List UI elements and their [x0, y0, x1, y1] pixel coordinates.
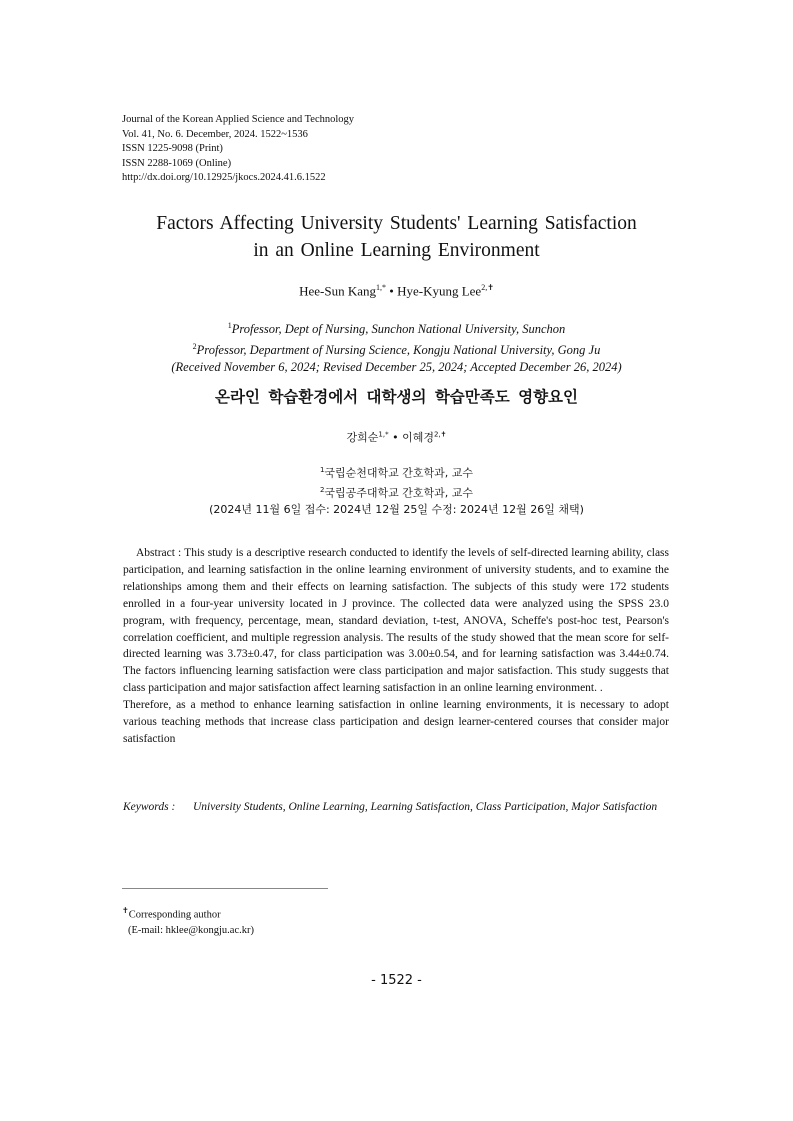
keywords-label: Keywords :	[123, 801, 176, 813]
journal-name: Journal of the Korean Applied Science and Technology	[122, 114, 355, 125]
affiliation-1: $^1$Professor, Dept of Nursing, Sunchon National University, Sunchon	[227, 321, 566, 337]
abstract-label: Abstract :	[136, 547, 182, 559]
corresponding-author: Corresponding author	[128, 909, 221, 921]
issn-print: ISSN 1225-9098 (Print)	[122, 143, 223, 154]
author-1: Hee-Sun Kang	[299, 283, 377, 299]
korean-author-1: 강희순	[346, 431, 379, 444]
affiliations	[0, 317, 793, 376]
author-separator: •	[386, 283, 398, 299]
korean-author-2: 이혜경	[402, 431, 434, 444]
title-line-2: in an Online Learning Environment	[253, 240, 540, 261]
korean-title: 온라인 학습환경에서 대학생의 학습만족도 영향요인	[215, 388, 578, 406]
footnote-divider	[122, 888, 328, 889]
korean-affiliation-2: $^2$국립공주대학교 간호학과, 교수	[319, 485, 474, 500]
keywords-text: University Students, Online Learning, Learning Satisfaction, Class Participation, Major Satisfaction	[193, 801, 658, 813]
korean-affiliation-1: $^1$국립순천대학교 간호학과, 교수	[319, 466, 474, 480]
journal-header	[122, 113, 354, 186]
keywords	[123, 799, 669, 816]
author-email: (E-mail: hklee@kongju.ac.kr)	[128, 924, 254, 936]
korean-affiliations	[0, 462, 793, 518]
author-2: Hye-Kyung Lee	[397, 283, 482, 299]
issn-online: ISSN 2288-1069 (Online)	[122, 157, 232, 169]
author-2-sup: 2,✝	[481, 283, 494, 292]
korean-author-list: 강희순$^{1,*}$ • 이혜경$^{2,✝}$	[346, 430, 447, 444]
abstract-paragraph-2: Therefore, as a method to enhance learning satisfaction in online learning environments, it is necessary to adopt various teaching methods that increase class participation and design learner-centered courses that consider major satisfaction	[123, 699, 669, 745]
abstract-paragraph-1: Abstract : This study is a descriptive research conducted to identify the levels of self-directed learning ability, class participation, and learning satisfaction in the online learning environment of university students, and to examine the relationships among them and their effects on learning satisfaction. The subjects of this study were 172 students enrolled in a four-year university located in J province. The collected data were analyzed using the SPSS 23.0 program, with frequency, percentage, mean, standard deviation, t-test, ANOVA, Scheffe's post-hoc test, Pearson's correlation coefficient, and multiple regression analysis. The results of the study showed that the mean score for self-directed learning was 3.73±0.47, for class participation was 3.00±0.54, and for learning satisfaction was 3.44±0.74. The factors influencing learning satisfaction were class participation and major satisfaction. This study suggests that class participation and major satisfaction affect learning satisfaction in an online learning environment. .	[123, 547, 670, 695]
received-dates: (Received November 6, 2024; Revised December 25, 2024; Accepted December 26, 2024)	[171, 360, 622, 375]
footnote-mark: ✝	[122, 906, 129, 915]
author-list	[0, 283, 793, 299]
doi-link[interactable]: http://dx.doi.org/10.12925/jkocs.2024.41.6.1522	[122, 172, 326, 183]
title-line-1: Factors Affecting University Students' Learning Satisfaction	[156, 213, 637, 234]
volume-info: Vol. 41, No. 6. December, 2024. 1522~1536	[122, 128, 308, 140]
page-number: - 1522 -	[371, 973, 422, 988]
affiliation-2: $^2$Professor, Department of Nursing Science, Kongju National University, Gong Ju	[192, 342, 601, 358]
abstract	[123, 545, 669, 748]
footnote	[122, 903, 254, 938]
korean-received-dates: (2024년 11월 6일 접수: 2024년 12월 25일 수정: 2024년 12월 26일 채택)	[209, 503, 584, 517]
author-1-sup: 1,*	[376, 283, 387, 292]
paper-title	[0, 210, 793, 264]
